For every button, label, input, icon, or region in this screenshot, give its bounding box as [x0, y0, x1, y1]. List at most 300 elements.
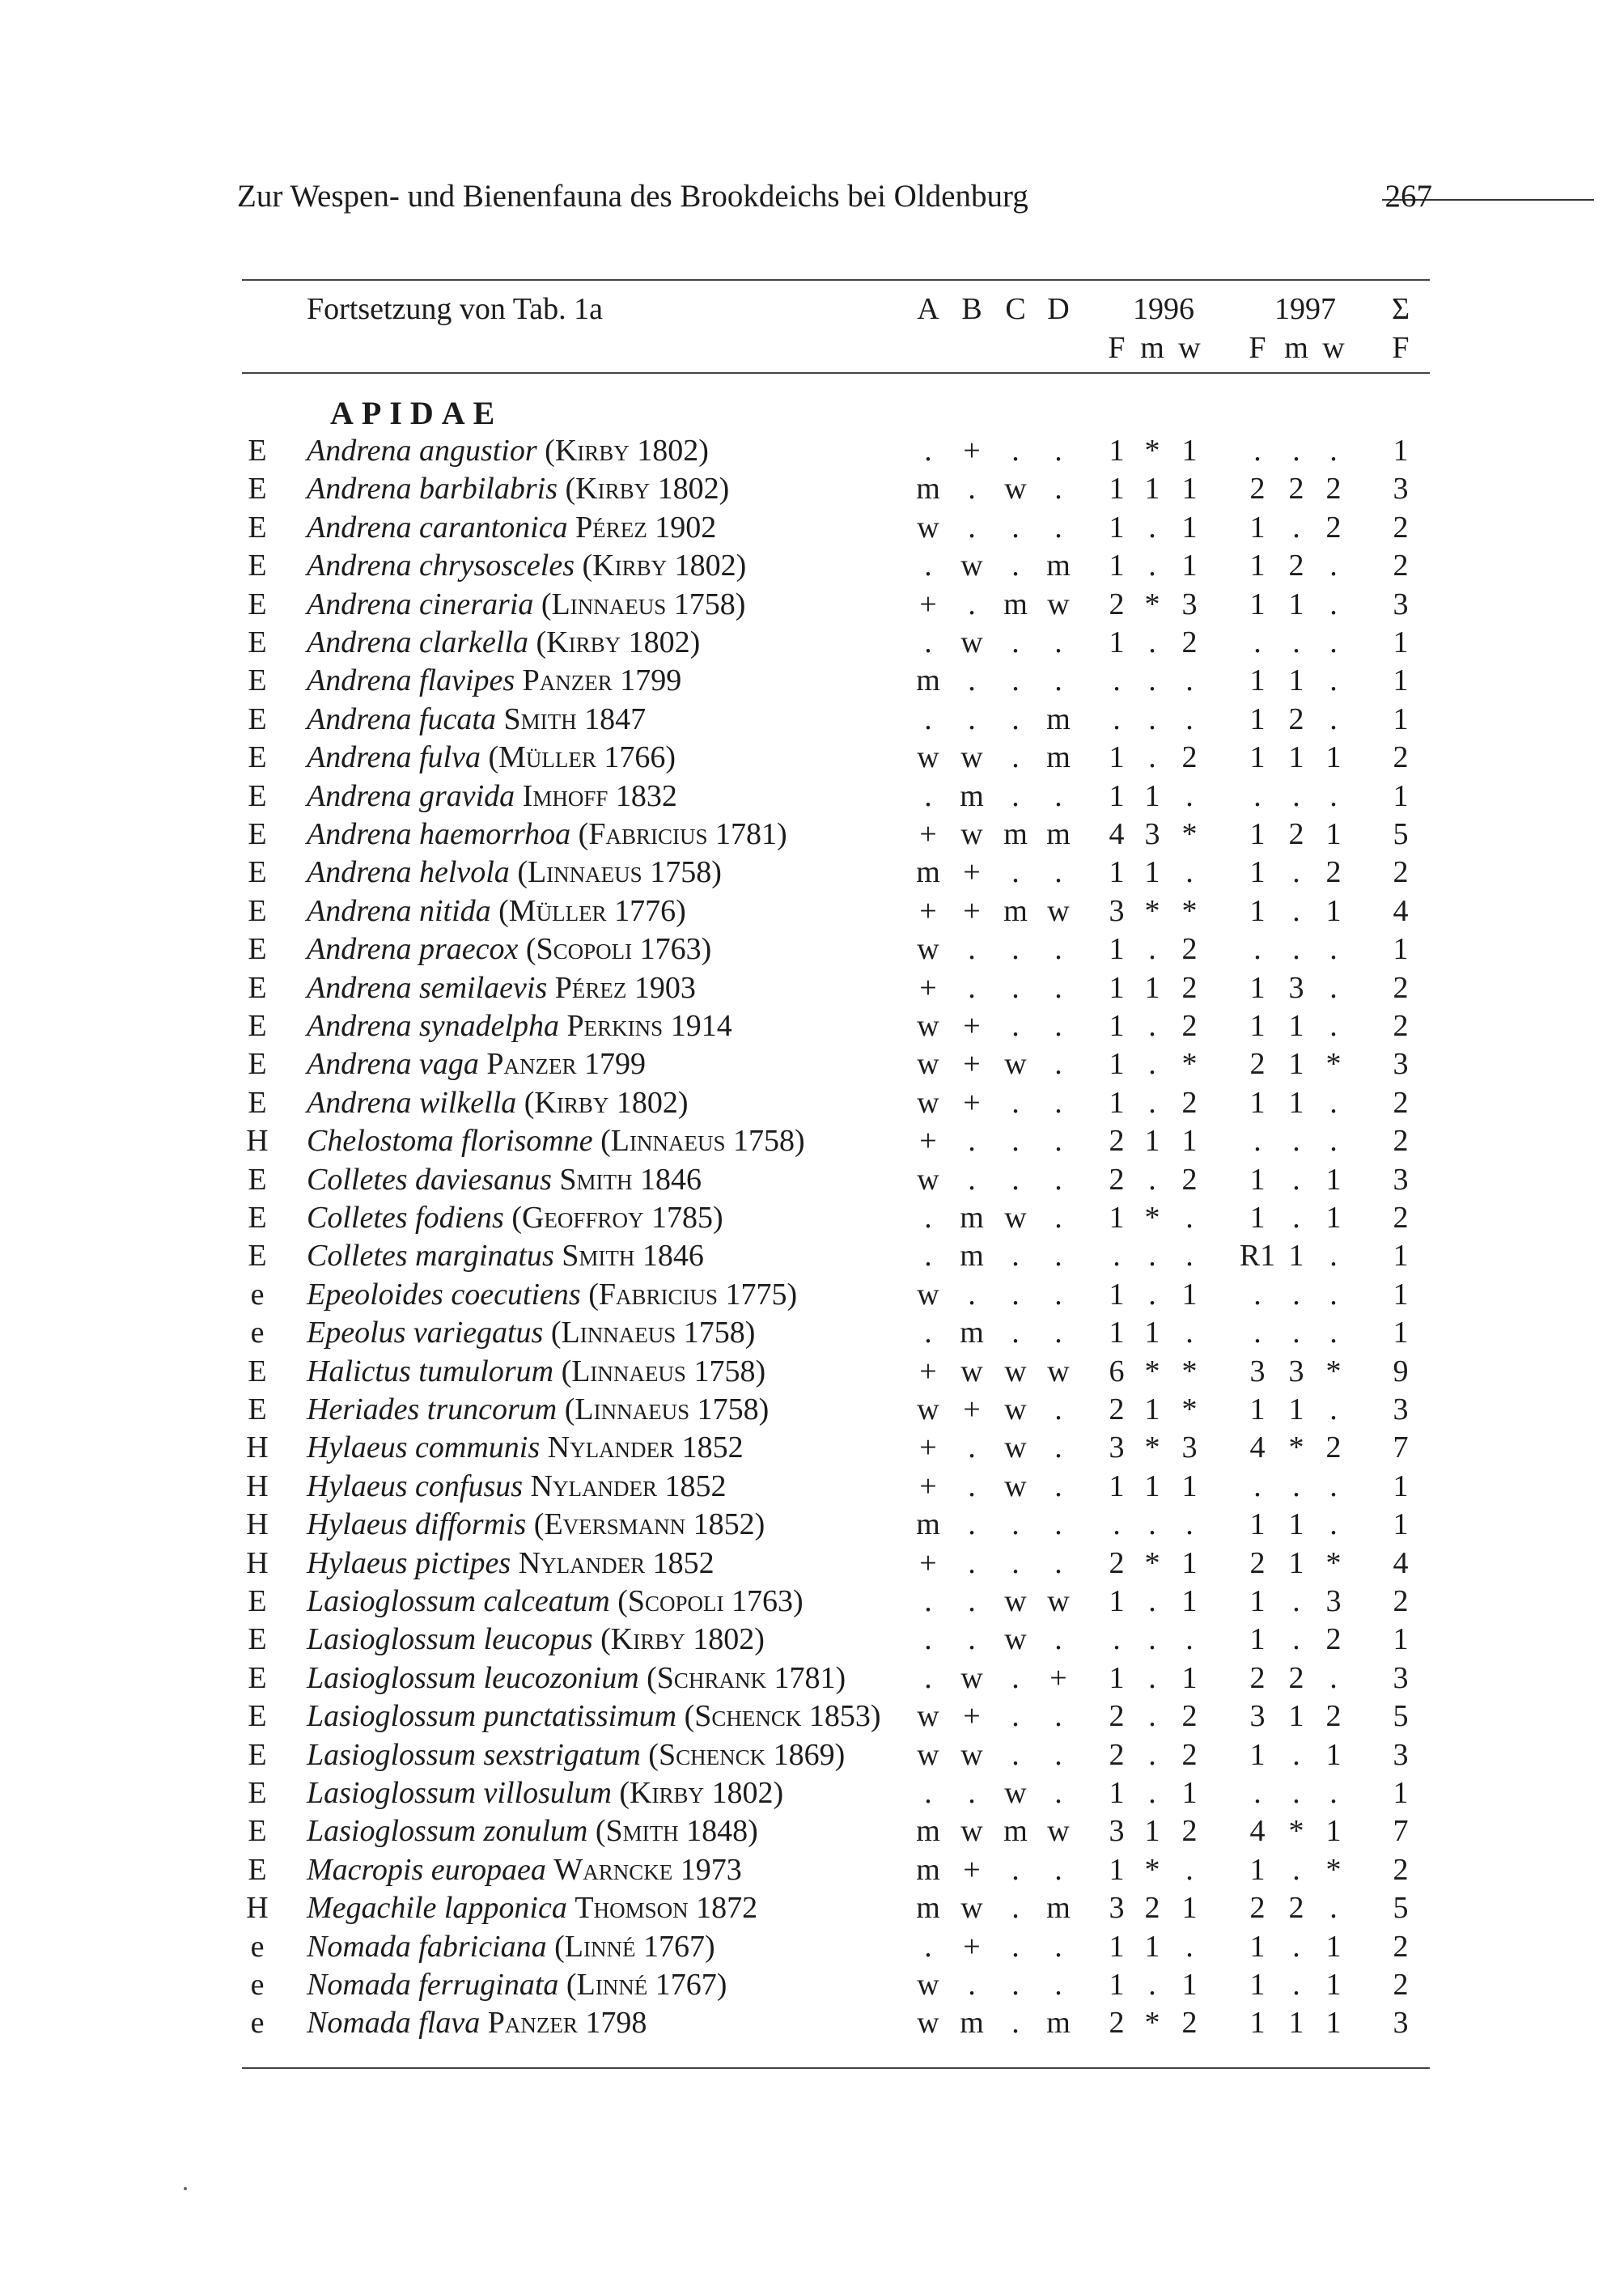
cell-d: w	[1047, 1354, 1070, 1388]
cell-f97: 1	[1249, 1201, 1266, 1235]
cell-w97: *	[1325, 1354, 1342, 1388]
cell-c: w	[1004, 1469, 1027, 1503]
cell-m97: 1	[1288, 1085, 1304, 1120]
cell-w96: 1	[1181, 434, 1198, 468]
cell-c: .	[1011, 625, 1020, 659]
cell-f97: .	[1253, 1469, 1261, 1503]
species-year: 1802	[628, 625, 690, 659]
cell-d: .	[1054, 1622, 1062, 1657]
species-name: Heriades truncorum	[307, 1392, 558, 1426]
species-year: 1914	[670, 1009, 732, 1043]
species-year: 1852	[652, 1545, 714, 1580]
species-author: Geoffroy	[521, 1201, 644, 1235]
species-year: 1802	[616, 1085, 678, 1120]
cell-m96: .	[1148, 1162, 1156, 1197]
row-type-code: E	[248, 1047, 267, 1082]
species-cell	[307, 1007, 732, 1045]
cell-f97: R1	[1239, 1239, 1276, 1274]
cell-w96: .	[1185, 1622, 1194, 1657]
row-type-code: E	[248, 970, 267, 1005]
cell-m97: 1	[1288, 1507, 1304, 1542]
cell-f97: 1	[1249, 510, 1266, 545]
cell-m96: .	[1148, 1737, 1156, 1772]
cell-a: m	[916, 1891, 940, 1926]
cell-w97: 1	[1325, 1201, 1342, 1235]
cell-m96: 1	[1144, 1929, 1160, 1964]
cell-sum: 3	[1393, 1737, 1409, 1772]
cell-d: .	[1054, 1699, 1062, 1734]
cell-m97: .	[1292, 1316, 1300, 1350]
cell-m97: 1	[1288, 1699, 1304, 1734]
cell-w96: 1	[1181, 1584, 1198, 1618]
cell-f96: .	[1113, 1622, 1121, 1657]
cell-c: .	[1011, 740, 1020, 775]
cell-d: m	[1046, 549, 1071, 583]
cell-f97: 1	[1249, 1009, 1266, 1043]
cell-w97: *	[1325, 1852, 1342, 1887]
species-author: Linné	[564, 1929, 636, 1964]
cell-sum: 5	[1393, 1699, 1409, 1734]
cell-sum: 2	[1393, 1929, 1409, 1964]
species-author: Warncke	[553, 1852, 673, 1887]
cell-m96: 1	[1144, 1316, 1160, 1350]
cell-d: .	[1054, 434, 1062, 468]
species-year: 1781	[714, 817, 777, 851]
cell-sum: 1	[1393, 434, 1409, 468]
species-name: Chelostoma florisomne	[307, 1124, 593, 1159]
cell-f97: 1	[1249, 1852, 1266, 1887]
cell-c: m	[1003, 893, 1028, 928]
cell-f97: 1	[1249, 893, 1266, 928]
species-year: 1763	[731, 1584, 794, 1618]
row-type-code: H	[246, 1891, 269, 1926]
cell-b: m	[960, 1239, 984, 1274]
cell-m96: .	[1148, 510, 1156, 545]
species-cell	[307, 1889, 757, 1927]
cell-b: w	[960, 625, 983, 659]
cell-d: .	[1054, 510, 1062, 545]
cell-sum: 1	[1393, 1316, 1409, 1350]
cell-f96: 1	[1109, 1469, 1125, 1503]
cell-sum: 1	[1393, 1469, 1409, 1503]
cell-b: .	[968, 970, 976, 1005]
species-name: Nomada fabriciana	[307, 1929, 547, 1964]
cell-f96: 1	[1109, 472, 1125, 506]
cell-c: w	[1004, 1584, 1027, 1618]
cell-b: +	[963, 1699, 981, 1734]
cell-b: +	[963, 1852, 981, 1887]
cell-w96: 1	[1181, 1277, 1198, 1312]
cell-c: .	[1011, 778, 1020, 813]
cell-a: .	[924, 625, 932, 659]
cell-c: .	[1011, 1239, 1020, 1274]
cell-m97: .	[1292, 1277, 1300, 1312]
species-cell: Colletes fodiens (Geoffroy 1785)	[307, 1201, 723, 1235]
species-author: Nylander	[530, 1469, 657, 1503]
species-cell	[307, 778, 677, 816]
row-type-code: H	[246, 1545, 269, 1580]
cell-w97: 2	[1325, 1699, 1342, 1734]
species-year: 1846	[642, 1239, 704, 1274]
cell-a: +	[919, 893, 937, 928]
species-cell: Andrena haemorrhoa (Fabricius 1781)	[307, 817, 787, 851]
cell-sum: 3	[1393, 1162, 1409, 1197]
cell-d: .	[1054, 970, 1062, 1005]
cell-b: .	[968, 932, 976, 967]
cell-b: .	[968, 701, 976, 736]
cell-m97: .	[1292, 893, 1300, 928]
species-cell: Andrena clarkella (Kirby 1802)	[307, 625, 701, 659]
cell-w97: .	[1329, 587, 1338, 621]
cell-m96: .	[1148, 1507, 1156, 1542]
species-year: 1846	[640, 1162, 702, 1197]
cell-d: .	[1054, 1009, 1062, 1043]
table-bottom-rule	[242, 2067, 1430, 2069]
species-cell: Andrena cineraria (Linnaeus 1758)	[307, 587, 746, 621]
column-header-1996: 1996	[1133, 292, 1194, 326]
cell-f97: 1	[1249, 1622, 1266, 1657]
cell-f96: 1	[1109, 1776, 1125, 1810]
species-author: Nylander	[518, 1545, 646, 1580]
cell-m96: .	[1148, 1660, 1156, 1695]
cell-a: +	[919, 1124, 937, 1159]
row-type-code: E	[248, 855, 267, 890]
cell-m97: 1	[1288, 1009, 1304, 1043]
cell-m97: 1	[1288, 1239, 1304, 1274]
column-header-d: D	[1047, 292, 1070, 326]
row-type-code: H	[246, 1124, 269, 1159]
cell-f96: 1	[1109, 778, 1125, 813]
cell-m97: 2	[1288, 472, 1304, 506]
cell-m96: .	[1148, 1047, 1156, 1082]
species-cell: Lasioglossum leucozonium (Schrank 1781)	[307, 1660, 846, 1695]
species-author: Eversmann	[544, 1507, 686, 1542]
cell-f97: 3	[1249, 1354, 1266, 1388]
cell-m96: *	[1144, 434, 1160, 468]
cell-a: w	[917, 740, 939, 775]
cell-b: +	[963, 1085, 981, 1120]
row-type-code: H	[246, 1469, 269, 1503]
cell-f96: 1	[1109, 1660, 1125, 1695]
cell-w97: .	[1329, 549, 1338, 583]
cell-c: .	[1011, 2006, 1020, 2041]
species-year: 1781	[774, 1660, 836, 1695]
row-type-code: E	[248, 1201, 267, 1235]
table-top-rule	[242, 279, 1430, 281]
cell-d: .	[1054, 1085, 1062, 1120]
species-cell	[307, 1429, 744, 1467]
cell-f96: 2	[1109, 1699, 1125, 1734]
cell-m97: .	[1292, 1584, 1300, 1618]
cell-f96: 1	[1109, 970, 1125, 1005]
cell-m97: 1	[1288, 2006, 1304, 2041]
cell-w97: 1	[1325, 2006, 1342, 2041]
row-type-code: E	[248, 1085, 267, 1120]
subheader-1997-m: m	[1284, 331, 1308, 365]
cell-c: w	[1004, 1047, 1027, 1082]
species-author: Thomson	[575, 1891, 689, 1926]
table-header-rule	[242, 372, 1430, 374]
cell-a: m	[916, 663, 940, 698]
cell-f97: 3	[1249, 1699, 1266, 1734]
cell-w97: .	[1329, 701, 1338, 736]
species-author: Fabricius	[588, 817, 708, 851]
cell-sum: 2	[1393, 970, 1409, 1005]
cell-w97: .	[1329, 1392, 1338, 1426]
cell-a: .	[924, 434, 932, 468]
species-year: 1802	[657, 472, 719, 506]
cell-f97: 1	[1249, 663, 1266, 698]
cell-m97: .	[1292, 1201, 1300, 1235]
species-name: Andrena carantonica	[307, 510, 568, 545]
cell-a: w	[917, 1047, 939, 1082]
cell-a: w	[917, 1392, 939, 1426]
cell-b: .	[968, 1622, 976, 1657]
cell-m97: .	[1292, 625, 1300, 659]
cell-w96: 2	[1181, 932, 1198, 967]
cell-m96: 1	[1144, 1124, 1160, 1159]
species-year: 1776	[614, 893, 676, 928]
cell-m97: 2	[1288, 549, 1304, 583]
species-author: Smith	[559, 1162, 633, 1197]
row-type-code: E	[248, 1660, 267, 1695]
cell-w96: *	[1181, 1047, 1198, 1082]
cell-d: .	[1054, 1047, 1062, 1082]
cell-m97: 3	[1288, 1354, 1304, 1388]
species-year: 1799	[620, 663, 682, 698]
species-name: Colletes fodiens	[307, 1201, 504, 1235]
cell-w97: 1	[1325, 1814, 1342, 1849]
cell-w97: .	[1329, 1277, 1338, 1312]
cell-c: m	[1003, 817, 1028, 851]
cell-f96: 1	[1109, 1316, 1125, 1350]
cell-m96: .	[1148, 1584, 1156, 1618]
cell-m96: *	[1144, 1201, 1160, 1235]
cell-m97: .	[1292, 1852, 1300, 1887]
family-heading: APIDAE	[330, 395, 503, 431]
cell-w96: 1	[1181, 472, 1198, 506]
cell-f96: 1	[1109, 1584, 1125, 1618]
cell-d: m	[1046, 817, 1071, 851]
species-year: 1903	[634, 970, 696, 1005]
cell-m97: .	[1292, 1776, 1300, 1810]
cell-f96: 4	[1109, 817, 1125, 851]
cell-sum: 2	[1393, 740, 1409, 775]
species-year: 1758	[683, 1316, 745, 1350]
cell-w96: 1	[1181, 1968, 1198, 2002]
species-name: Lasioglossum villosulum	[307, 1776, 612, 1810]
cell-f96: 1	[1109, 549, 1125, 583]
cell-f96: .	[1113, 1239, 1121, 1274]
cell-f97: .	[1253, 1316, 1261, 1350]
row-type-code: E	[248, 1584, 267, 1618]
cell-m97: .	[1292, 1469, 1300, 1503]
species-name: Lasioglossum calceatum	[307, 1584, 610, 1618]
cell-w96: 1	[1181, 1124, 1198, 1159]
cell-w97: *	[1325, 1047, 1342, 1082]
cell-f96: .	[1113, 663, 1121, 698]
cell-m96: *	[1144, 1852, 1160, 1887]
cell-w97: .	[1329, 663, 1338, 698]
cell-f96: 1	[1109, 1852, 1125, 1887]
cell-f97: 4	[1249, 1430, 1266, 1465]
column-header-b: B	[961, 292, 982, 326]
cell-w96: .	[1185, 1852, 1194, 1887]
species-author: Müller	[498, 740, 596, 775]
species-author: Linné	[576, 1968, 648, 2002]
cell-c: .	[1011, 1968, 1020, 2002]
cell-f96: 3	[1109, 1814, 1125, 1849]
cell-b: w	[960, 740, 983, 775]
cell-sum: 1	[1393, 778, 1409, 813]
cell-c: .	[1011, 1929, 1020, 1964]
species-author: Smith	[605, 1814, 679, 1849]
species-year: 1802	[693, 1622, 755, 1657]
cell-a: m	[916, 472, 940, 506]
species-name: Lasioglossum sexstrigatum	[307, 1737, 641, 1772]
cell-m97: 1	[1288, 587, 1304, 621]
species-cell: Andrena angustior (Kirby 1802)	[307, 434, 709, 468]
cell-a: +	[919, 817, 937, 851]
cell-m96: *	[1144, 1354, 1160, 1388]
cell-f97: 1	[1249, 1968, 1266, 2002]
cell-f97: 1	[1249, 970, 1266, 1005]
cell-f97: 2	[1249, 472, 1266, 506]
cell-w97: .	[1329, 1660, 1338, 1695]
cell-b: w	[960, 549, 983, 583]
cell-m96: 1	[1144, 472, 1160, 506]
cell-w97: 1	[1325, 1737, 1342, 1772]
cell-b: w	[960, 1891, 983, 1926]
cell-sum: 1	[1393, 1277, 1409, 1312]
cell-a: +	[919, 1545, 937, 1580]
cell-w97: 1	[1325, 1929, 1342, 1964]
species-year: 1902	[655, 510, 717, 545]
species-cell	[307, 1851, 742, 1889]
species-cell: Andrena fulva (Müller 1766)	[307, 740, 676, 775]
cell-b: w	[960, 1354, 983, 1388]
species-author: Linnaeus	[551, 587, 667, 621]
cell-m96: .	[1148, 932, 1156, 967]
cell-f96: 1	[1109, 1047, 1125, 1082]
cell-f96: 1	[1109, 434, 1125, 468]
cell-m97: 1	[1288, 663, 1304, 698]
row-type-code: E	[248, 1622, 267, 1657]
cell-w96: 1	[1181, 1776, 1198, 1810]
species-year: 1763	[639, 932, 702, 967]
cell-c: w	[1004, 1354, 1027, 1388]
species-year: 1758	[697, 1392, 759, 1426]
cell-m96: 3	[1144, 817, 1160, 851]
cell-w96: *	[1181, 1354, 1198, 1388]
cell-b: .	[968, 1162, 976, 1197]
cell-b: m	[960, 1201, 984, 1235]
cell-f96: 1	[1109, 1929, 1125, 1964]
cell-w97: 2	[1325, 510, 1342, 545]
cell-sum: 2	[1393, 1852, 1409, 1887]
cell-f96: 2	[1109, 1545, 1125, 1580]
cell-b: w	[960, 1737, 983, 1772]
species-cell: Chelostoma florisomne (Linnaeus 1758)	[307, 1124, 805, 1159]
species-author: Pérez	[554, 970, 627, 1005]
cell-w97: 1	[1325, 740, 1342, 775]
cell-f96: 1	[1109, 740, 1125, 775]
cell-c: w	[1004, 1776, 1027, 1810]
cell-m96: *	[1144, 1545, 1160, 1580]
cell-w96: 1	[1181, 1469, 1198, 1503]
cell-f96: 2	[1109, 1162, 1125, 1197]
cell-f97: .	[1253, 1776, 1261, 1810]
cell-m96: .	[1148, 549, 1156, 583]
cell-m97: 2	[1288, 817, 1304, 851]
row-type-code: E	[248, 1814, 267, 1849]
cell-f97: 1	[1249, 1584, 1266, 1618]
species-year: 1802	[637, 434, 699, 468]
cell-sum: 2	[1393, 855, 1409, 890]
cell-d: +	[1049, 1660, 1067, 1695]
cell-d: .	[1054, 1737, 1062, 1772]
cell-w96: 1	[1181, 510, 1198, 545]
row-type-code: E	[248, 549, 267, 583]
cell-f97: 2	[1249, 1891, 1266, 1926]
species-author: Kirby	[592, 549, 668, 583]
cell-m97: .	[1292, 1162, 1300, 1197]
cell-c: w	[1004, 1622, 1027, 1657]
cell-d: m	[1046, 1891, 1071, 1926]
cell-d: m	[1046, 701, 1071, 736]
species-author: Panzer	[487, 2006, 578, 2041]
cell-m96: 1	[1144, 1814, 1160, 1849]
species-cell: Andrena chrysosceles (Kirby 1802)	[307, 549, 747, 583]
cell-f97: .	[1253, 778, 1261, 813]
cell-m97: 1	[1288, 1047, 1304, 1082]
cell-m97: .	[1292, 1622, 1300, 1657]
cell-c: .	[1011, 970, 1020, 1005]
cell-d: .	[1054, 1239, 1062, 1274]
species-year: 1852	[681, 1430, 744, 1465]
row-type-code: E	[248, 778, 267, 813]
species-name: Halictus tumulorum	[307, 1354, 554, 1388]
cell-m96: 2	[1144, 1891, 1160, 1926]
species-name: Andrena clarkella	[307, 625, 529, 659]
row-type-code: e	[250, 1929, 265, 1964]
species-cell	[307, 662, 681, 700]
cell-b: .	[968, 510, 976, 545]
row-type-code: H	[246, 1430, 269, 1465]
cell-f96: 1	[1109, 510, 1125, 545]
cell-b: +	[963, 893, 981, 928]
cell-w96: 1	[1181, 549, 1198, 583]
row-type-code: E	[248, 510, 267, 545]
species-name: Andrena chrysosceles	[307, 549, 575, 583]
cell-a: .	[924, 1622, 932, 1657]
cell-w97: .	[1329, 1009, 1338, 1043]
column-header-1997: 1997	[1274, 292, 1336, 326]
cell-f96: .	[1113, 1507, 1121, 1542]
cell-c: m	[1003, 1814, 1028, 1849]
species-name: Epeoloides coecutiens	[307, 1277, 581, 1312]
species-cell	[307, 1468, 726, 1506]
cell-m96: .	[1148, 1085, 1156, 1120]
cell-b: w	[960, 1814, 983, 1849]
species-name: Lasioglossum leucopus	[307, 1622, 593, 1657]
cell-m96: 1	[1144, 778, 1160, 813]
cell-w96: 3	[1181, 1430, 1198, 1465]
cell-sum: 4	[1393, 1545, 1409, 1580]
species-author: Schrank	[656, 1660, 766, 1695]
cell-m96: 1	[1144, 855, 1160, 890]
cell-d: .	[1054, 1507, 1062, 1542]
